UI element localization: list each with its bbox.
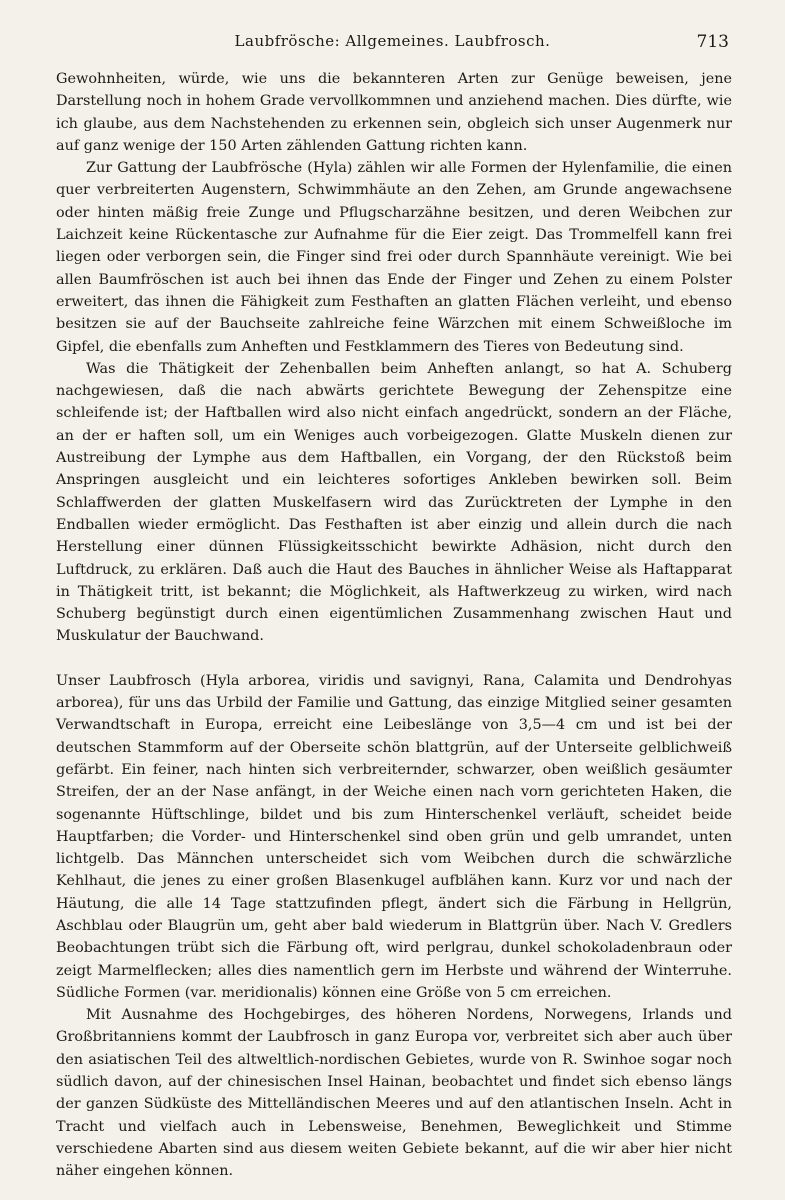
paragraph-genus-hyla: Zur Gattung der Laubfrösche (Hyla) zählen wir alle Formen der Hylenfamilie, die einen quer verbreiterten Augenstern, Schwimmhäute an den Zehen, am Grunde angewachsene oder hinten mäßig freie Zunge und Pflugscharzähne besitzen, und deren Weibchen zur Laichzeit keine Rückentasche zur Aufnahme für die Eier zeigt. Das Trommelfell kann frei liegen oder verborgen sein, die Finger sind frei oder durch Spannhäute vereinigt. Wie bei allen Baumfröschen ist auch bei ihnen das Ende der Finger und Zehen zu einem Polster erweitert, das ihnen die Fähigkeit zum Festhaften an glatten Flächen verleiht, und ebenso besitzen sie auf der Bauchseite zahlreiche feine Wärzchen mit einem Schweißloche im Gipfel, die ebenfalls zum Anheften und Festklammern des Tieres von Bedeutung sind.: [56, 160, 732, 355]
paragraph-tree-frog-description: Unser Laubfrosch (Hyla arborea, viridis und savignyi, Rana, Calamita und Dendrohyas arborea), für uns das Urbild der Familie und Gattung, das einzige Mitglied seiner gesamten Verwandtschaft in Europa, erreicht eine Leibeslänge von 3,5—4 cm und ist bei der deutschen Stammform auf der Oberseite schön blattgrün, auf der Unterseite gelblichweiß gefärbt. Ein feiner, nach hinten sich verbreiternder, schwarzer, oben weißlich gesäumter Streifen, der an der Nase anfängt, in der Weiche einen nach vorn gerichteten Haken, die sogenannte Hüftschlinge, bildet und bis zum Hinterschenkel verläuft, scheidet beide Hauptfarben; die Vorder- und Hinterschenkel sind oben grün und gelb umrandet, unten lichtgelb. Das Männchen unterscheidet sich vom Weibchen durch die schwärzliche Kehlhaut, die jenes zu einer großen Blasenkugel aufblähen kann. Kurz vor und nach der Häutung, die alle 14 Tage stattzufinden pflegt, ändert sich die Färbung in Hellgrün, Aschblau oder Blaugrün um, geht aber bald wiederum in Blattgrün über. Nach V. Gredlers Beobachtungen trübt sich die Färbung oft, wird perlgrau, dunkel schokoladenbraun oder zeigt Marmelflecken; alles dies namentlich gern im Herbste und während der Winterruhe. Südliche Formen (var. meridionalis) können eine Größe von 5 cm erreichen.: [56, 672, 732, 1001]
page-number: 713: [696, 32, 729, 52]
running-title: Laubfrösche: Allgemeines. Laubfrosch.: [234, 32, 551, 50]
running-header: [0, 30, 785, 54]
paragraph-distribution: Mit Ausnahme des Hochgebirges, des höheren Nordens, Norwegens, Irlands und Großbritanniens kommt der Laubfrosch in ganz Europa vor, verbreitet sich aber auch über den asiatischen Teil des altweltlich-nordischen Gebietes, wurde von R. Swinhoe sogar noch südlich davon, auf der chinesischen Insel Hainan, beobachtet und findet sich ebenso längs der ganzen Südküste des Mittelländischen Meeres und auf den atlantischen Inseln. Acht in Tracht und vielfach auch in Lebensweise, Benehmen, Beweglichkeit und Stimme verschiedene Abarten sind aus diesem weiten Gebiete bekannt, auf die wir aber hier nicht näher eingehen können.: [56, 1007, 732, 1180]
paragraph-toe-pads: Was die Thätigkeit der Zehenballen beim Anheften anlangt, so hat A. Schuberg nachgewiesen, daß die nach abwärts gerichtete Bewegung der Zehenspitze eine schleifende ist; der Haftballen wird also nicht einfach angedrückt, sondern an der Fläche, an der er haften soll, um ein Weniges auch vorbeigezogen. Glatte Muskeln dienen zur Austreibung der Lymphe aus dem Haftballen, ein Vorgang, der den Rückstoß beim Anspringen ausgleicht und ein leichteres sofortiges Ankleben bewirken soll. Beim Schlaffwerden der glatten Muskelfasern wird das Zurücktreten der Lymphe in den Endballen wieder ermöglicht. Das Festhaften ist aber einzig und allein durch die nach Herstellung einer dünnen Flüssigkeitsschicht bewirkte Adhäsion, nicht durch den Luftdruck, zu erklären. Daß auch die Haut des Bauches in ähnlicher Weise als Haftapparat in Thätigkeit tritt, ist bekannt; die Möglichkeit, als Haftwerkzeug zu wirken, wird nach Schuberg begünstigt durch einen eigentümlichen Zusammenhang zwischen Haut und Muskulatur der Bauchwand.: [56, 360, 732, 645]
paragraph-continuation: Gewohnheiten, würde, wie uns die bekannteren Arten zur Genüge beweisen, jene Darstellung noch in hohem Grade vervollkommnen und anziehend machen. Dies dürfte, wie ich glaube, aus dem Nachstehenden zu erkennen sein, obgleich sich unser Augenmerk nur auf ganz wenige der 150 Arten zählenden Gattung richten kann.: [56, 71, 732, 154]
page-body: [56, 68, 732, 1183]
section-gap: [56, 648, 732, 670]
